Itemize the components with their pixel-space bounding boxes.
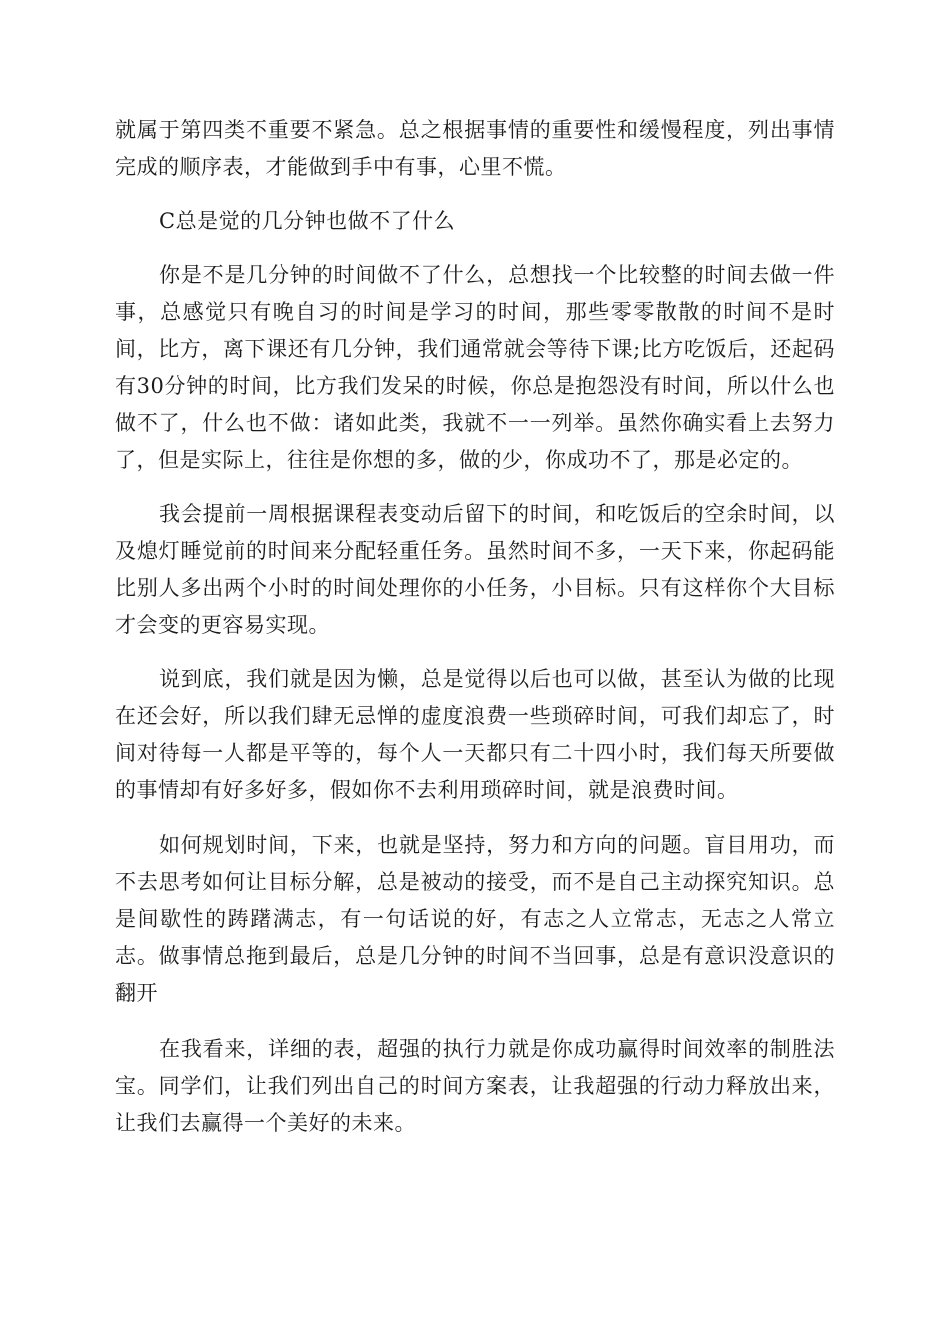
document-body bbox=[115, 112, 835, 1142]
paragraph-schedule: 我会提前一周根据课程表变动后留下的时间，和吃饭后的空余时间，以及熄灯睡觉前的时间来分配轻重任务。虽然时间不多，一天下来，你起码能比别人多出两个小时的时间处理你的小任务，小目标。只有这样你个大目标才会变的更容易实现。 bbox=[115, 502, 835, 637]
paragraph-lazy: 说到底，我们就是因为懒，总是觉得以后也可以做，甚至认为做的比现在还会好，所以我们肆无忌惮的虚度浪费一些琐碎时间，可我们却忘了，时间对待每一人都是平等的，每个人一天都只有二十四小时，我们每天所要做的事情却有好多好多，假如你不去利用琐碎时间，就是浪费时间。 bbox=[115, 667, 835, 802]
paragraph-conclusion: 在我看来，详细的表，超强的执行力就是你成功赢得时间效率的制胜法宝。同学们，让我们列出自己的时间方案表，让我超强的行动力释放出来，让我们去赢得一个美好的未来。 bbox=[115, 1037, 835, 1135]
paragraph-planning: 如何规划时间，下来，也就是坚持，努力和方向的问题。盲目用功，而不去思考如何让目标分解，总是被动的接受，而不是自己主动探究知识。总是间歇性的踌躇满志，有一句话说的好，有志之人立常志，无志之人常立志。做事情总拖到最后，总是几分钟的时间不当回事，总是有意识没意识的翻开 bbox=[115, 833, 835, 1005]
paragraph-minutes: 你是不是几分钟的时间做不了什么，总想找一个比较整的时间去做一件事，总感觉只有晚自习的时间是学习的时间，那些零零散散的时间不是时间，比方，离下课还有几分钟，我们通常就会等待下课;比方吃饭后，还起码有30分钟的时间，比方我们发呆的时候，你总是抱怨没有时间，所以什么也做不了，什么也不做：诸如此类，我就不一一列举。虽然你确实看上去努力了，但是实际上，往往是你想的多，做的少，你成功不了，那是必定的。 bbox=[115, 263, 835, 472]
paragraph-continuation: 就属于第四类不重要不紧急。总之根据事情的重要性和缓慢程度，列出事情完成的顺序表，才能做到手中有事，心里不慌。 bbox=[115, 118, 835, 179]
section-heading-c: C总是觉的几分钟也做不了什么 bbox=[159, 209, 456, 233]
